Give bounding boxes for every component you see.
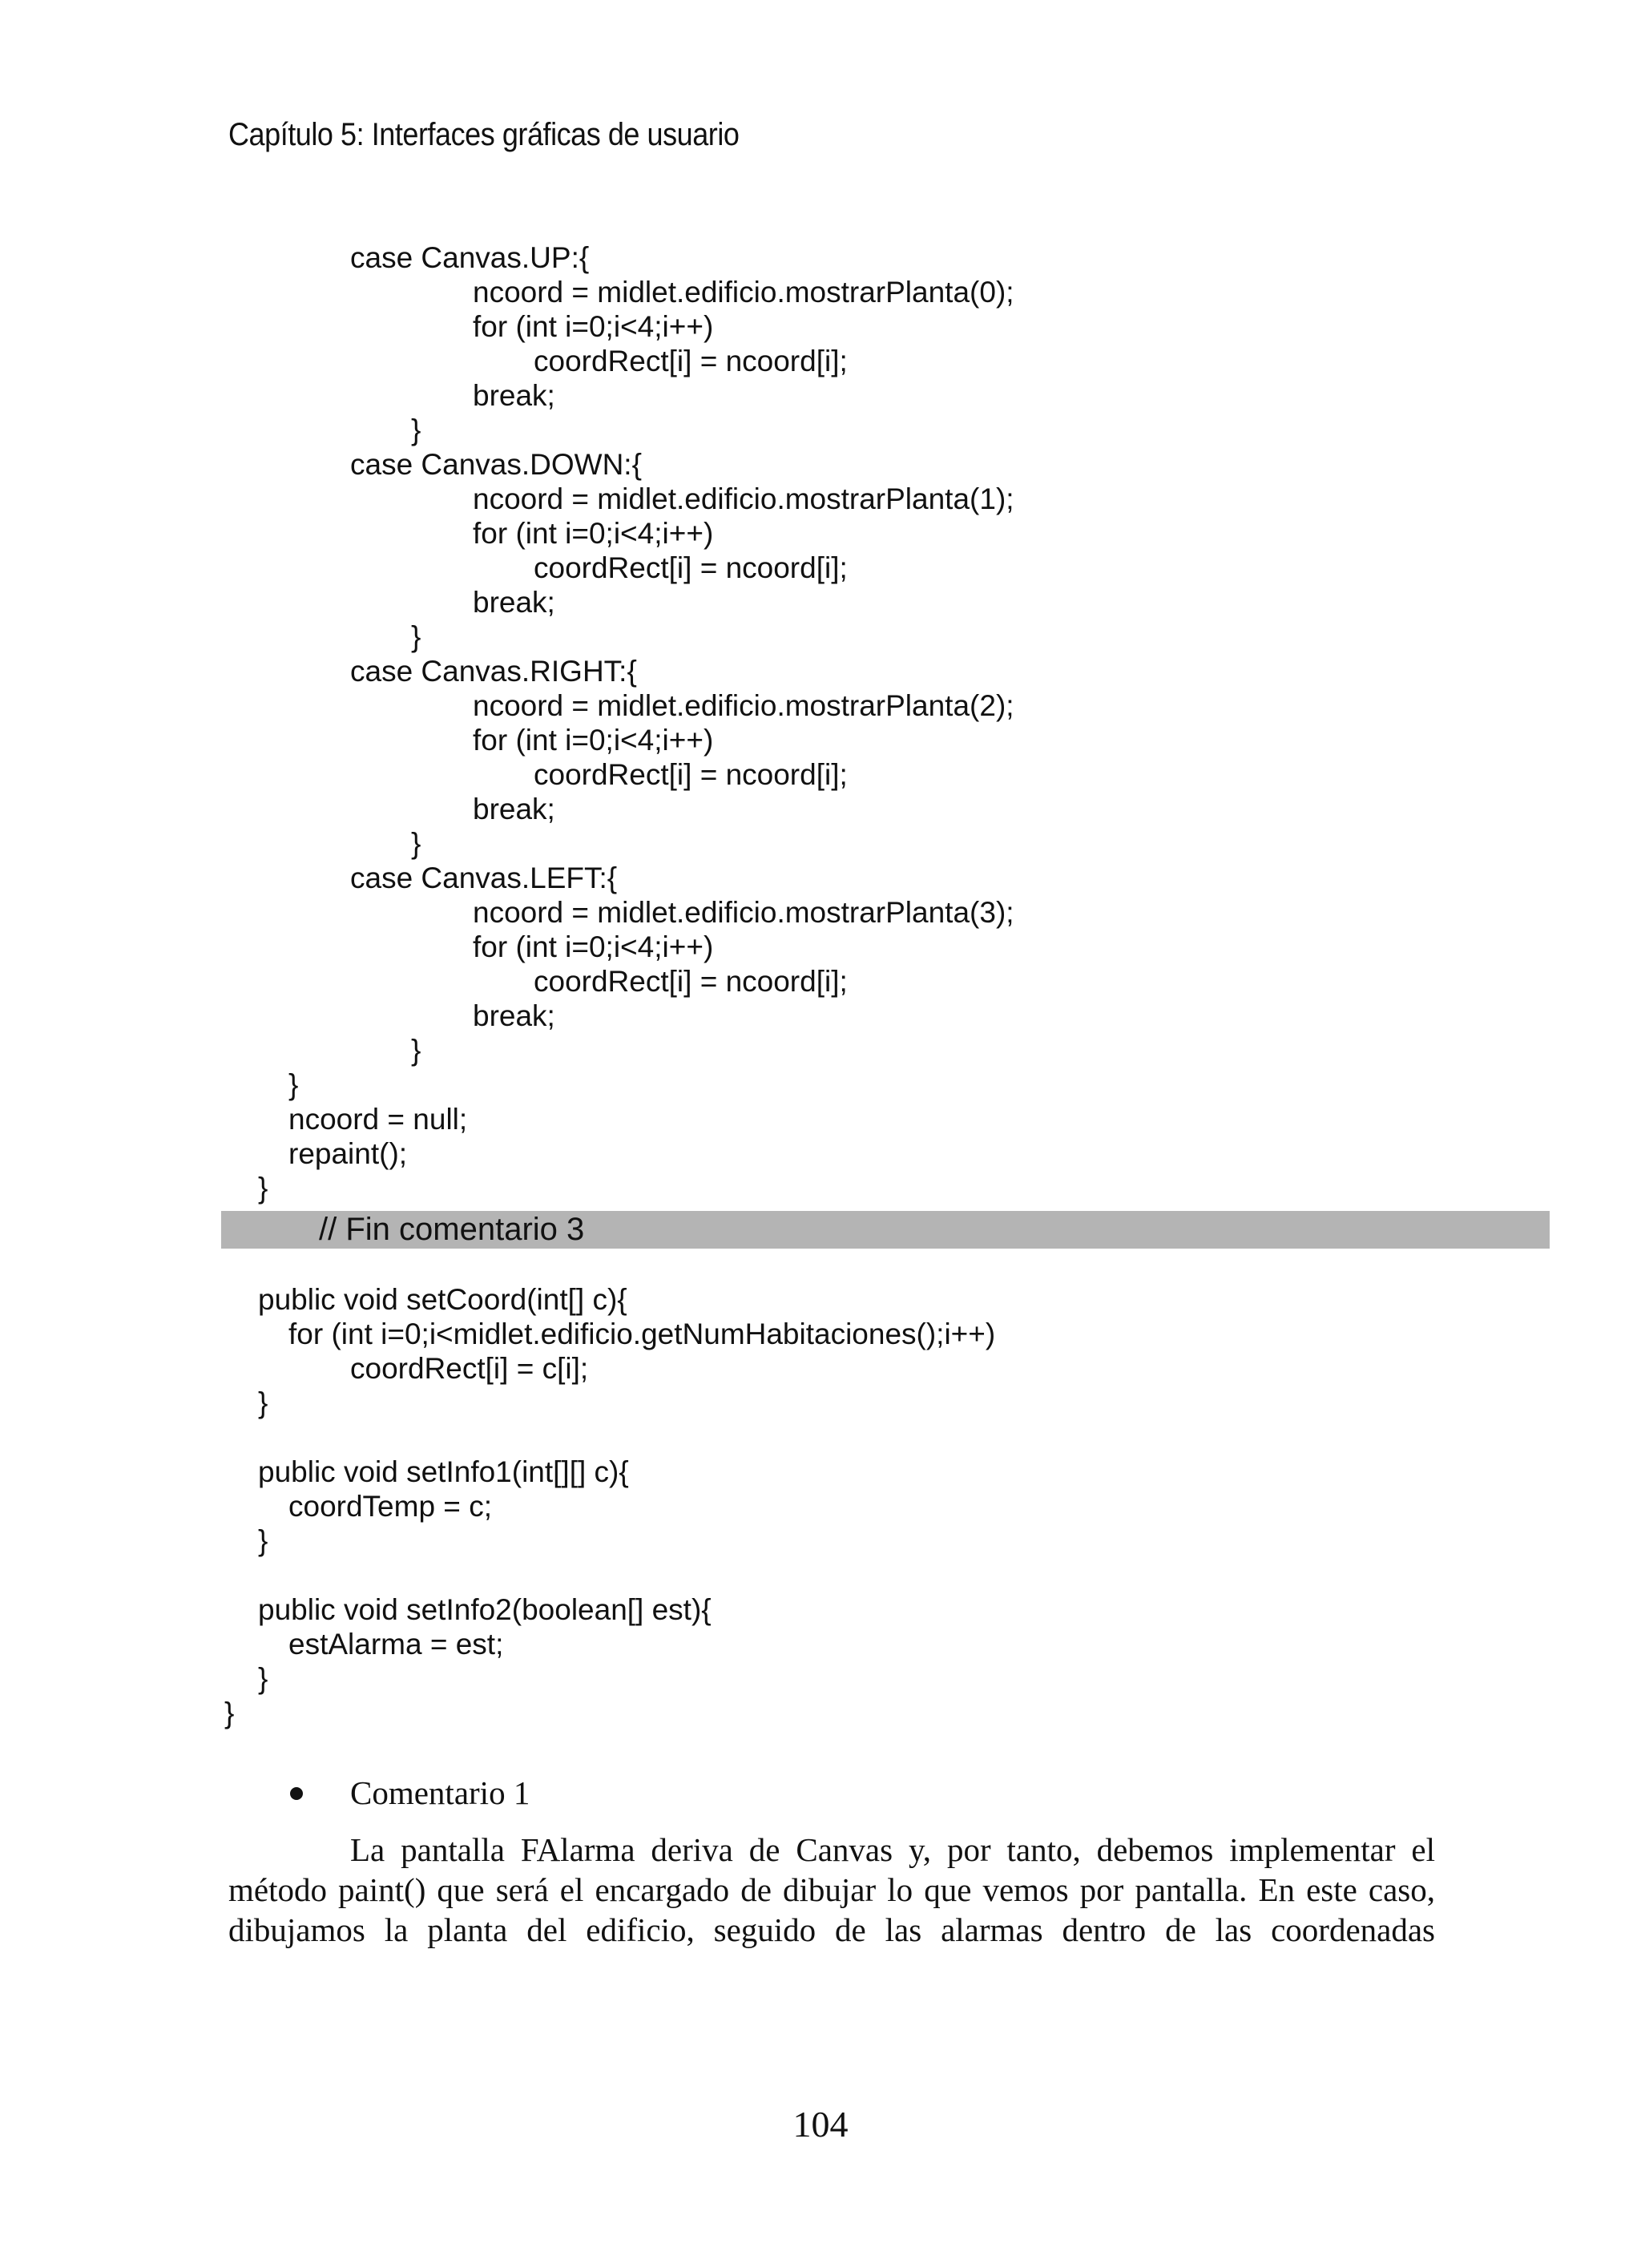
code-line: } (411, 620, 421, 653)
code-line: case Canvas.LEFT:{ (350, 862, 618, 894)
code-line: } (411, 827, 421, 860)
comment-band-text: // Fin comentario 3 (319, 1212, 585, 1247)
code-line: for (int i=0;i<4;i++) (473, 310, 714, 343)
code-line: } (411, 1034, 421, 1067)
code-line: coordRect[i] = ncoord[i]; (534, 551, 848, 584)
code-line: for (int i=0;i<4;i++) (473, 930, 714, 963)
code-line: estAlarma = est; (288, 1628, 504, 1661)
code-line: } (258, 1386, 268, 1419)
code-line: public void setInfo2(boolean[] est){ (258, 1593, 712, 1626)
page-number: 104 (792, 2104, 849, 2145)
code-line: case Canvas.DOWN:{ (350, 448, 642, 481)
code-line: case Canvas.RIGHT:{ (350, 655, 637, 688)
code-line: coordRect[i] = c[i]; (350, 1352, 589, 1385)
code-line: case Canvas.UP:{ (350, 241, 590, 274)
code-line: for (int i=0;i<4;i++) (473, 724, 714, 757)
code-line: ncoord = midlet.edificio.mostrarPlanta(3); (473, 896, 1014, 929)
code-line: } (224, 1697, 235, 1729)
code-line: ncoord = midlet.edificio.mostrarPlanta(0); (473, 276, 1014, 309)
code-line: } (258, 1662, 268, 1695)
code-line: coordRect[i] = ncoord[i]; (534, 345, 848, 377)
code-line: public void setCoord(int[] c){ (258, 1283, 627, 1316)
bullet-icon (290, 1787, 303, 1800)
code-line: } (411, 414, 421, 446)
code-line: public void setInfo1(int[][] c){ (258, 1455, 629, 1488)
code-line: break; (473, 999, 555, 1032)
code-line: break; (473, 379, 555, 412)
chapter-header: Capítulo 5: Interfaces gráficas de usuario (228, 117, 740, 152)
code-line: ncoord = midlet.edificio.mostrarPlanta(1); (473, 482, 1014, 515)
code-line: break; (473, 793, 555, 825)
code-line: coordRect[i] = ncoord[i]; (534, 965, 848, 998)
code-line: ncoord = null; (288, 1103, 468, 1136)
code-line: ncoord = midlet.edificio.mostrarPlanta(2); (473, 689, 1014, 722)
code-line: repaint(); (288, 1137, 408, 1170)
code-line: } (288, 1068, 299, 1101)
code-line: for (int i=0;i<4;i++) (473, 517, 714, 550)
code-line: break; (473, 586, 555, 619)
bullet-label: Comentario 1 (350, 1774, 530, 1811)
code-line: coordTemp = c; (288, 1490, 492, 1523)
code-line: coordRect[i] = ncoord[i]; (534, 758, 848, 791)
code-line: } (258, 1172, 268, 1205)
code-line: } (258, 1524, 268, 1557)
body-paragraph: La pantalla FAlarma deriva de Canvas y, por tanto, debemos implementar el método paint() que será el encargado de dibujar lo que vemos por pantalla. En este caso, dibujamos la planta del edificio, seguido de las alarmas dentro de las coordenadas (228, 1831, 1435, 1948)
code-line: for (int i=0;i<midlet.edificio.getNumHabitaciones();i++) (288, 1318, 996, 1350)
